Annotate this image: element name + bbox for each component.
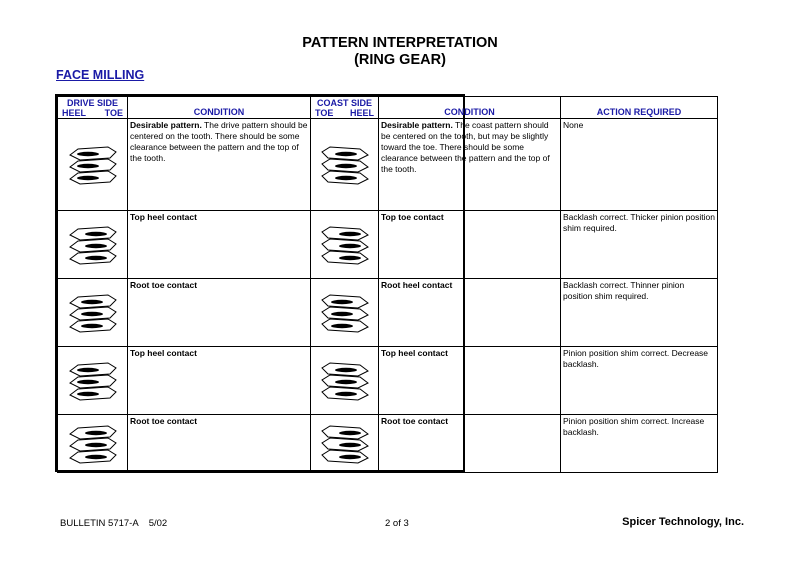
drive-condition-title: Root toe contact (130, 416, 198, 426)
drive-pattern-image (58, 211, 128, 279)
coast-condition-title: Top toe contact (381, 212, 444, 222)
drive-condition-cell (128, 119, 311, 211)
coast-condition-cell (379, 415, 561, 473)
coast-condition-cell (379, 347, 561, 415)
condition-header-coast: CONDITION (379, 97, 561, 119)
action-cell: Pinion position shim correct. Decrease backlash. (561, 347, 718, 415)
coast-toe-label: TOE (315, 108, 334, 118)
drive-condition-title: Desirable pattern. (130, 120, 202, 130)
coast-condition-text: The coast pattern should be centered on the tooth, but may be slightly toward the toe. There should be some clearance between the pattern and the top of the tooth. (381, 120, 550, 174)
drive-pattern-image (58, 119, 128, 211)
company-name: Spicer Technology, Inc. (622, 516, 744, 528)
drive-side-label: DRIVE SIDE (66, 98, 118, 108)
drive-condition-title: Root toe contact (130, 280, 198, 290)
coast-condition-title: Desirable pattern. (381, 120, 453, 130)
table-header-row (58, 97, 718, 119)
coast-pattern-image (311, 211, 379, 279)
drive-pattern-image (58, 415, 128, 473)
coast-side-header (311, 97, 379, 119)
drive-condition-cell (128, 347, 311, 415)
drive-condition-cell (128, 211, 311, 279)
section-heading: FACE MILLING (56, 68, 145, 82)
coast-condition-cell (379, 119, 561, 211)
coast-pattern-image (311, 415, 379, 473)
coast-heel-label: HEEL (349, 108, 374, 118)
action-cell: Backlash correct. Thinner pinion position shim required. (561, 279, 718, 347)
action-header: ACTION REQUIRED (561, 97, 718, 119)
table-row (58, 415, 718, 473)
coast-side-label: COAST SIDE (316, 98, 372, 108)
drive-toe-label: TOE (104, 108, 123, 118)
drive-side-header (58, 97, 128, 119)
coast-condition-cell (379, 211, 561, 279)
drive-condition-cell (128, 279, 311, 347)
table-row (58, 119, 718, 211)
action-cell: Backlash correct. Thicker pinion position shim required. (561, 211, 718, 279)
page-title: PATTERN INTERPRETATION (302, 35, 498, 51)
drive-condition-title: Top heel contact (130, 348, 197, 358)
coast-condition-title: Root toe contact (381, 416, 449, 426)
drive-pattern-image (58, 279, 128, 347)
drive-condition-cell (128, 415, 311, 473)
action-cell: None (561, 119, 718, 211)
table-row (58, 347, 718, 415)
condition-header-drive: CONDITION (128, 97, 311, 119)
coast-pattern-image (311, 347, 379, 415)
coast-condition-title: Top heel contact (381, 348, 448, 358)
drive-condition-text: The drive pattern should be centered on the tooth. There should be some clearance between the pattern and the top of the tooth. (130, 120, 308, 163)
action-cell: Pinion position shim correct. Increase backlash. (561, 415, 718, 473)
page-number: 2 of 3 (385, 518, 409, 529)
coast-condition-cell (379, 279, 561, 347)
coast-condition-title: Root heel contact (381, 280, 453, 290)
drive-heel-label: HEEL (62, 108, 87, 118)
table-row (58, 211, 718, 279)
bulletin-number: BULLETIN 5717-A 5/02 (60, 518, 168, 529)
table-row (58, 279, 718, 347)
page-subtitle: (RING GEAR) (354, 52, 446, 68)
coast-pattern-image (311, 279, 379, 347)
pattern-table (55, 94, 715, 472)
coast-pattern-image (311, 119, 379, 211)
drive-pattern-image (58, 347, 128, 415)
drive-condition-title: Top heel contact (130, 212, 197, 222)
